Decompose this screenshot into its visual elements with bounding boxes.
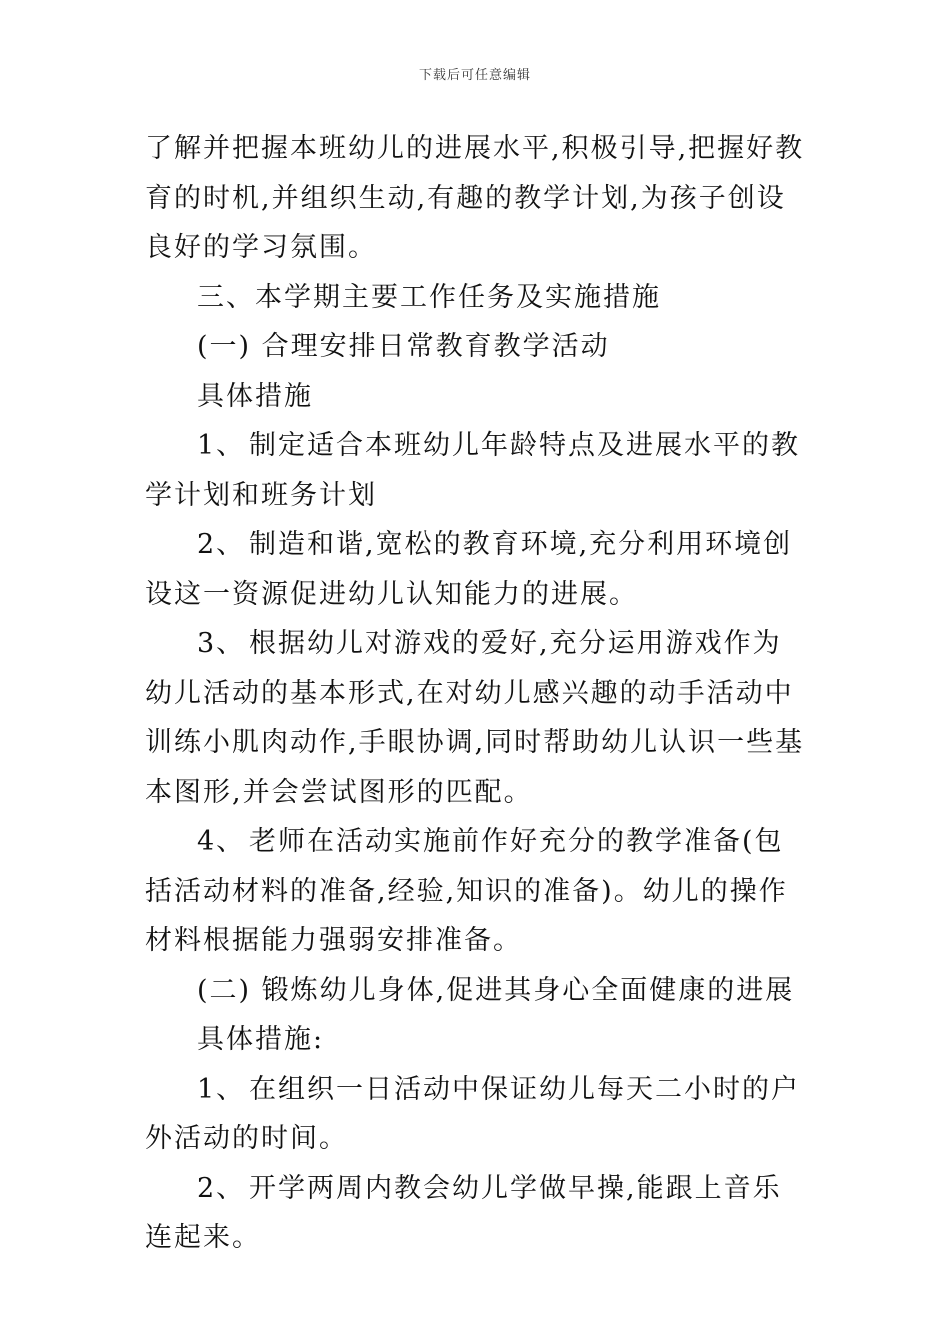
measures-label: 具体措施: [197,1024,325,1055]
measures-label: 具体措施 [197,380,313,412]
list-item-number: 1、 [197,1073,246,1105]
document-body [145,124,810,1263]
list-item-text: 制造和谐,宽松的教育环境,充分利用环境创设这一资源促进幼儿认知能力的进展。 [145,529,793,610]
page-header: 下载后可任意编辑 [418,68,531,83]
list-item [145,1164,810,1263]
list-item [145,1065,810,1164]
subsection-heading-1: (一) 合理安排日常教育教学活动 [197,331,610,362]
list-item-text: 制定适合本班幼儿年龄特点及进展水平的教学计划和班务计划 [145,430,800,511]
list-item-text: 开学两周内教会幼儿学做早操,能跟上音乐连起来。 [145,1172,782,1253]
list-item [145,619,810,817]
list-item [145,817,810,966]
paragraph-intro: 了解并把握本班幼儿的进展水平,积极引导,把握好教育的时机,并组织生动,有趣的教学计划,为孩子创设良好的学习氛围。 [145,133,805,263]
list-item-number: 3、 [197,628,246,659]
list-item-text: 在组织一日活动中保证幼儿每天二小时的户外活动的时间。 [145,1073,800,1154]
list-item-number: 4、 [197,826,246,857]
list-item-text: 根据幼儿对游戏的爱好,充分运用游戏作为幼儿活动的基本形式,在对幼儿感兴趣的动手活动中训练小肌肉动作,手眼协调,同时帮助幼儿认识一些基本图形,并会尝试图形的匹配。 [145,628,805,808]
list-item [145,421,810,520]
list-item-text: 老师在活动实施前作好充分的教学准备(包括活动材料的准备,经验,知识的准备)。幼儿的操作材料根据能力强弱安排准备。 [145,826,788,956]
list-item-number: 2、 [197,1172,246,1204]
list-item-number: 2、 [197,529,246,560]
list-item [145,520,810,619]
list-item-number: 1、 [197,430,246,461]
section-heading-3: 三、本学期主要工作任务及实施措施 [197,281,661,313]
subsection-heading-2: (二) 锻炼幼儿身体,促进其身心全面健康的进展 [197,974,795,1006]
